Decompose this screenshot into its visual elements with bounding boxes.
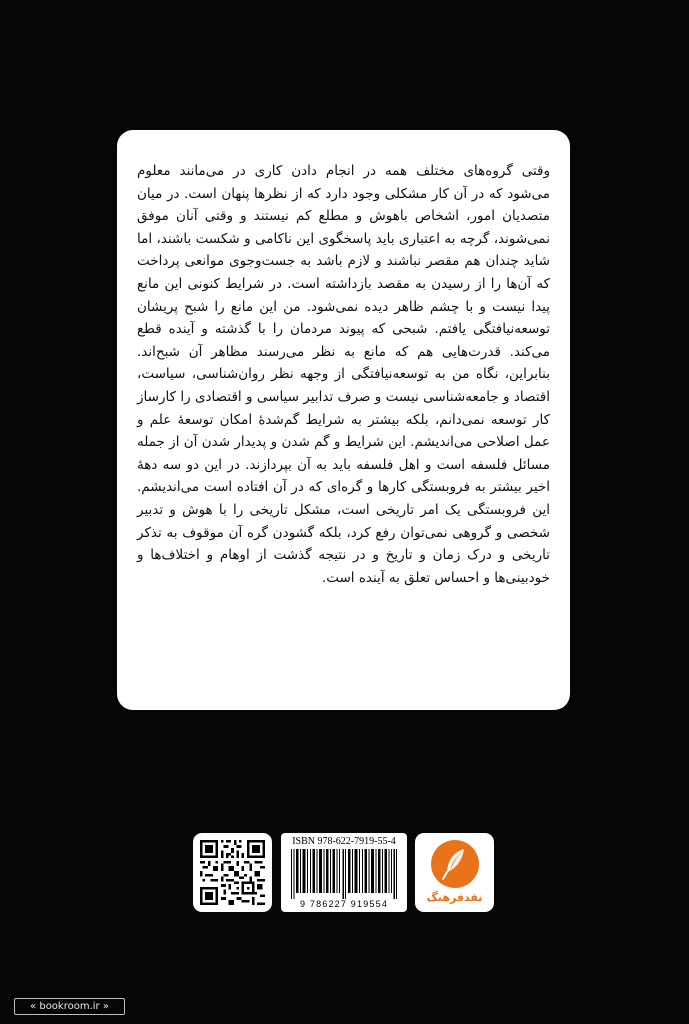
- barcode-icon: [287, 849, 401, 899]
- qr-code-icon: [200, 840, 265, 905]
- qr-code: [193, 833, 272, 912]
- isbn-barcode: [281, 833, 407, 912]
- publisher-name: نقدفرهنگ: [426, 891, 483, 904]
- quill-feather-icon: [430, 839, 480, 889]
- publisher-logo: [415, 833, 494, 912]
- isbn-label: ISBN 978-622-7919-55-4: [292, 836, 396, 847]
- back-cover-text-panel: [117, 130, 570, 710]
- barcode-digits: 9 786227 919554: [299, 899, 389, 909]
- watermark-label: « bookroom.ir »: [14, 998, 125, 1015]
- back-cover-blurb: وقتی گروه‌های مختلف همه در انجام دادن کاری در می‌مانند معلوم می‌شود که در آن کار مشکلی وجود دارد که از نظرها پنهان است. در میان متصدیان امور، اشخاص باهوش و مطلع کم نیستند و وقتی آنان موفق نمی‌شوند، گرچه به اعتباری باید پاسخگوی این ناکامی و شکست باشند، اما شاید چندان هم مقصر نباشند و لازم باشد به جست‌وجوی موانعی پرداخت که آن‌ها را از رسیدن به مقصد بازداشته است. در شرایط کنونی این مانع پیدا نیست و با چشم ظاهر دیده نمی‌شود. من این مانع را شبح پریشان توسعه‌نیافتگی یافتم. شبحی که پیوند مردمان را با گذشته و آینده قطع می‌کند. قدرت‌هایی هم که مانع به نظر می‌رسند مظاهر آن شبح‌اند. بنابراین، نگاه من به توسعه‌نیافتگی از وجهه نظر روان‌شناسی، سیاست، اقتصاد و جامعه‌شناسی نیست و صرف تدابیر سیاسی و اقتصادی را کارساز کار توسعه نمی‌دانم، بلکه بیشتر به شرایط گم‌شدهٔ امکان توسعهٔ علم و عمل اصلاحی می‌اندیشم. این شرایط و گم شدن و پدیدار شدن آن از جمله مسائل فلسفه است و اهل فلسفه باید به آن بپردازند. در این دو سه دههٔ اخیر بیشتر به فروبستگی کارها و گره‌ای که در آن افتاده است می‌اندیشم. این فروبستگی یک امر تاریخی است، مشکل تاریخی را با هوش و تدبیر شخصی و گروهی نمی‌توان رفع کرد، بلکه گشودن گره آن موقوف به تذکر تاریخی و درک زمان و تاریخ و در نتیجه گذشت از اوهام و اختلاف‌ها و خودبینی‌ها و احساس تعلق به آینده است.: [137, 163, 550, 586]
